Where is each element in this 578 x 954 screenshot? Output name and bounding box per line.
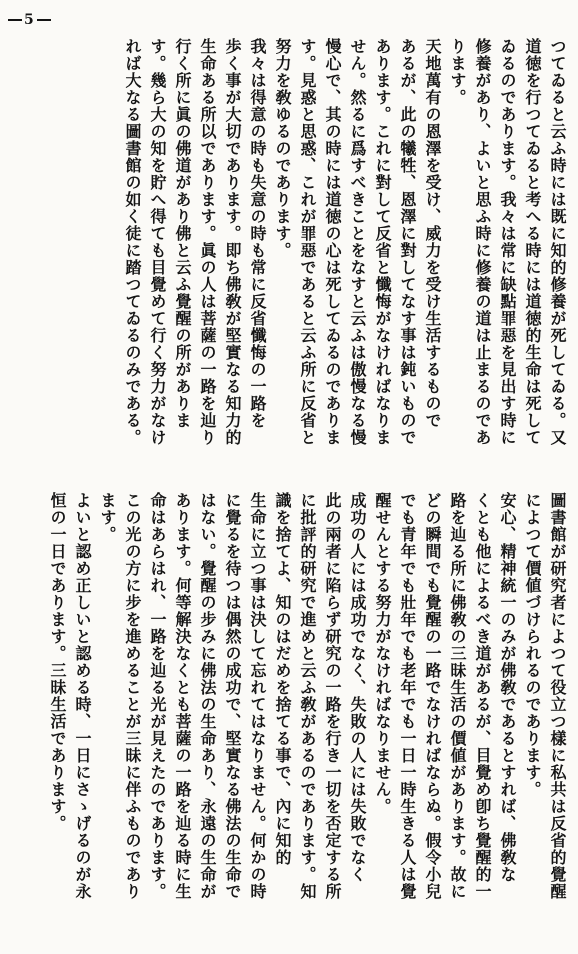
text-line: 圖書館が研究者によつて役立つ樣に私共は反省的覺醒 [548, 492, 567, 900]
text-line: 醒せんとする努力がなければなりません。 [373, 492, 392, 815]
text-line: 安心、精神統一のみが佛敎であるとすれば、佛敎な [498, 492, 517, 883]
text-line: 恒の一日であります。三昧生活であります。 [48, 492, 67, 832]
text-line: に覺るを待つは偶然の成功で、堅實なる佛法の生命で [223, 492, 242, 900]
upper-text-block [8, 38, 570, 478]
text-line: に批評的研究で進めと云ふ敎があるのであります。知 [298, 492, 317, 900]
text-line: 歩く事が大切であります。即ち佛敎が堅實なる知力的 [223, 38, 242, 446]
text-line: 識を捨てよ、知のはだめを捨てる事で、內に知的 [273, 492, 292, 866]
text-line: よいと認め正しいと認める時、一日にさゝげるのが永 [73, 492, 92, 900]
text-line: つてゐると云ふ時には既に知的修養が死してゐる。又 [548, 38, 567, 446]
text-line: ります。 [448, 38, 467, 106]
text-line: 天地萬有の恩澤を受け、威力を受け生活するもので [423, 38, 442, 429]
lower-text-block [8, 492, 570, 944]
text-line: あります。これに對して反省と懺悔がなければなりま [373, 38, 392, 446]
text-line: す。見惑と思惑、これが罪惡であると云ふ所に反省と [298, 38, 317, 446]
page-number: 5 [6, 12, 53, 28]
text-line: 命はあらはれ、一路を辿る光が見えたのであります。 [148, 492, 167, 900]
text-line: 修養があり、よいと思ふ時に修養の道は止まるのであ [473, 38, 492, 446]
text-line: どの瞬間でも覺醒の一路でなければならぬ。假令小兒 [423, 492, 442, 900]
text-line: 路を辿る所に佛敎の三昧生活の價値があります。故に [448, 492, 467, 900]
text-line: れば大なる圖書館の如く徒に踏つてゐるのみである。 [123, 38, 142, 446]
text-line: ます。 [98, 492, 117, 543]
text-line: によつて價値づけられるのであります。 [523, 492, 542, 798]
text-line: 成功の人には成功でなく、失敗の人には失敗でなく [348, 492, 367, 883]
text-line: 努力を敎ゆるのであります。 [273, 38, 292, 259]
text-line: 我々は得意の時も失意の時も常に反省懺悔の一路を [248, 38, 267, 429]
text-line: あるが、此の犧牲、恩澤に對してなす事は鈍いもので [398, 38, 417, 446]
text-line: 道徳を行つてゐると考へる時には道徳的生命は死して [523, 38, 542, 446]
text-line: 生命ある所以であります。眞の人は菩薩の一路を辿り [198, 38, 217, 446]
text-line: ゐるのであります。我々は常に缺點罪惡を見出す時に [498, 38, 517, 446]
text-line: でも青年でも壯年でも老年でも一日一時生きる人は覺 [398, 492, 417, 900]
text-line: はない。覺醒の步みに佛法の生命あり、永遠の生命が [198, 492, 217, 900]
text-line: せん。然るに爲すべきことをなすと云ふは傲慢なる慢 [348, 38, 367, 446]
text-line: 慢心で、其の時には道徳の心は死してゐるのでありま [323, 38, 342, 446]
text-line: 此の兩者に陷らず研究の一路を行き一切を否定する所 [323, 492, 342, 900]
text-line: 行く所に眞の佛道があり佛と云ふ覺醒の所がありま [173, 38, 192, 429]
text-line: くとも他によるべき道があるが、目覺め卽ち覺醒的一 [473, 492, 492, 900]
text-line: 生命に立つ事は決して忘れてはなりません。何かの時 [248, 492, 267, 900]
text-line: す。幾ら大の知を貯へ得ても目覺めて行く努力がなけ [148, 38, 167, 446]
text-line: あります。何等解決なくとも菩薩の一路を辿る時に生 [173, 492, 192, 900]
text-line: この光の方に步を進めることが三昧に伴ふものであり [123, 492, 142, 900]
